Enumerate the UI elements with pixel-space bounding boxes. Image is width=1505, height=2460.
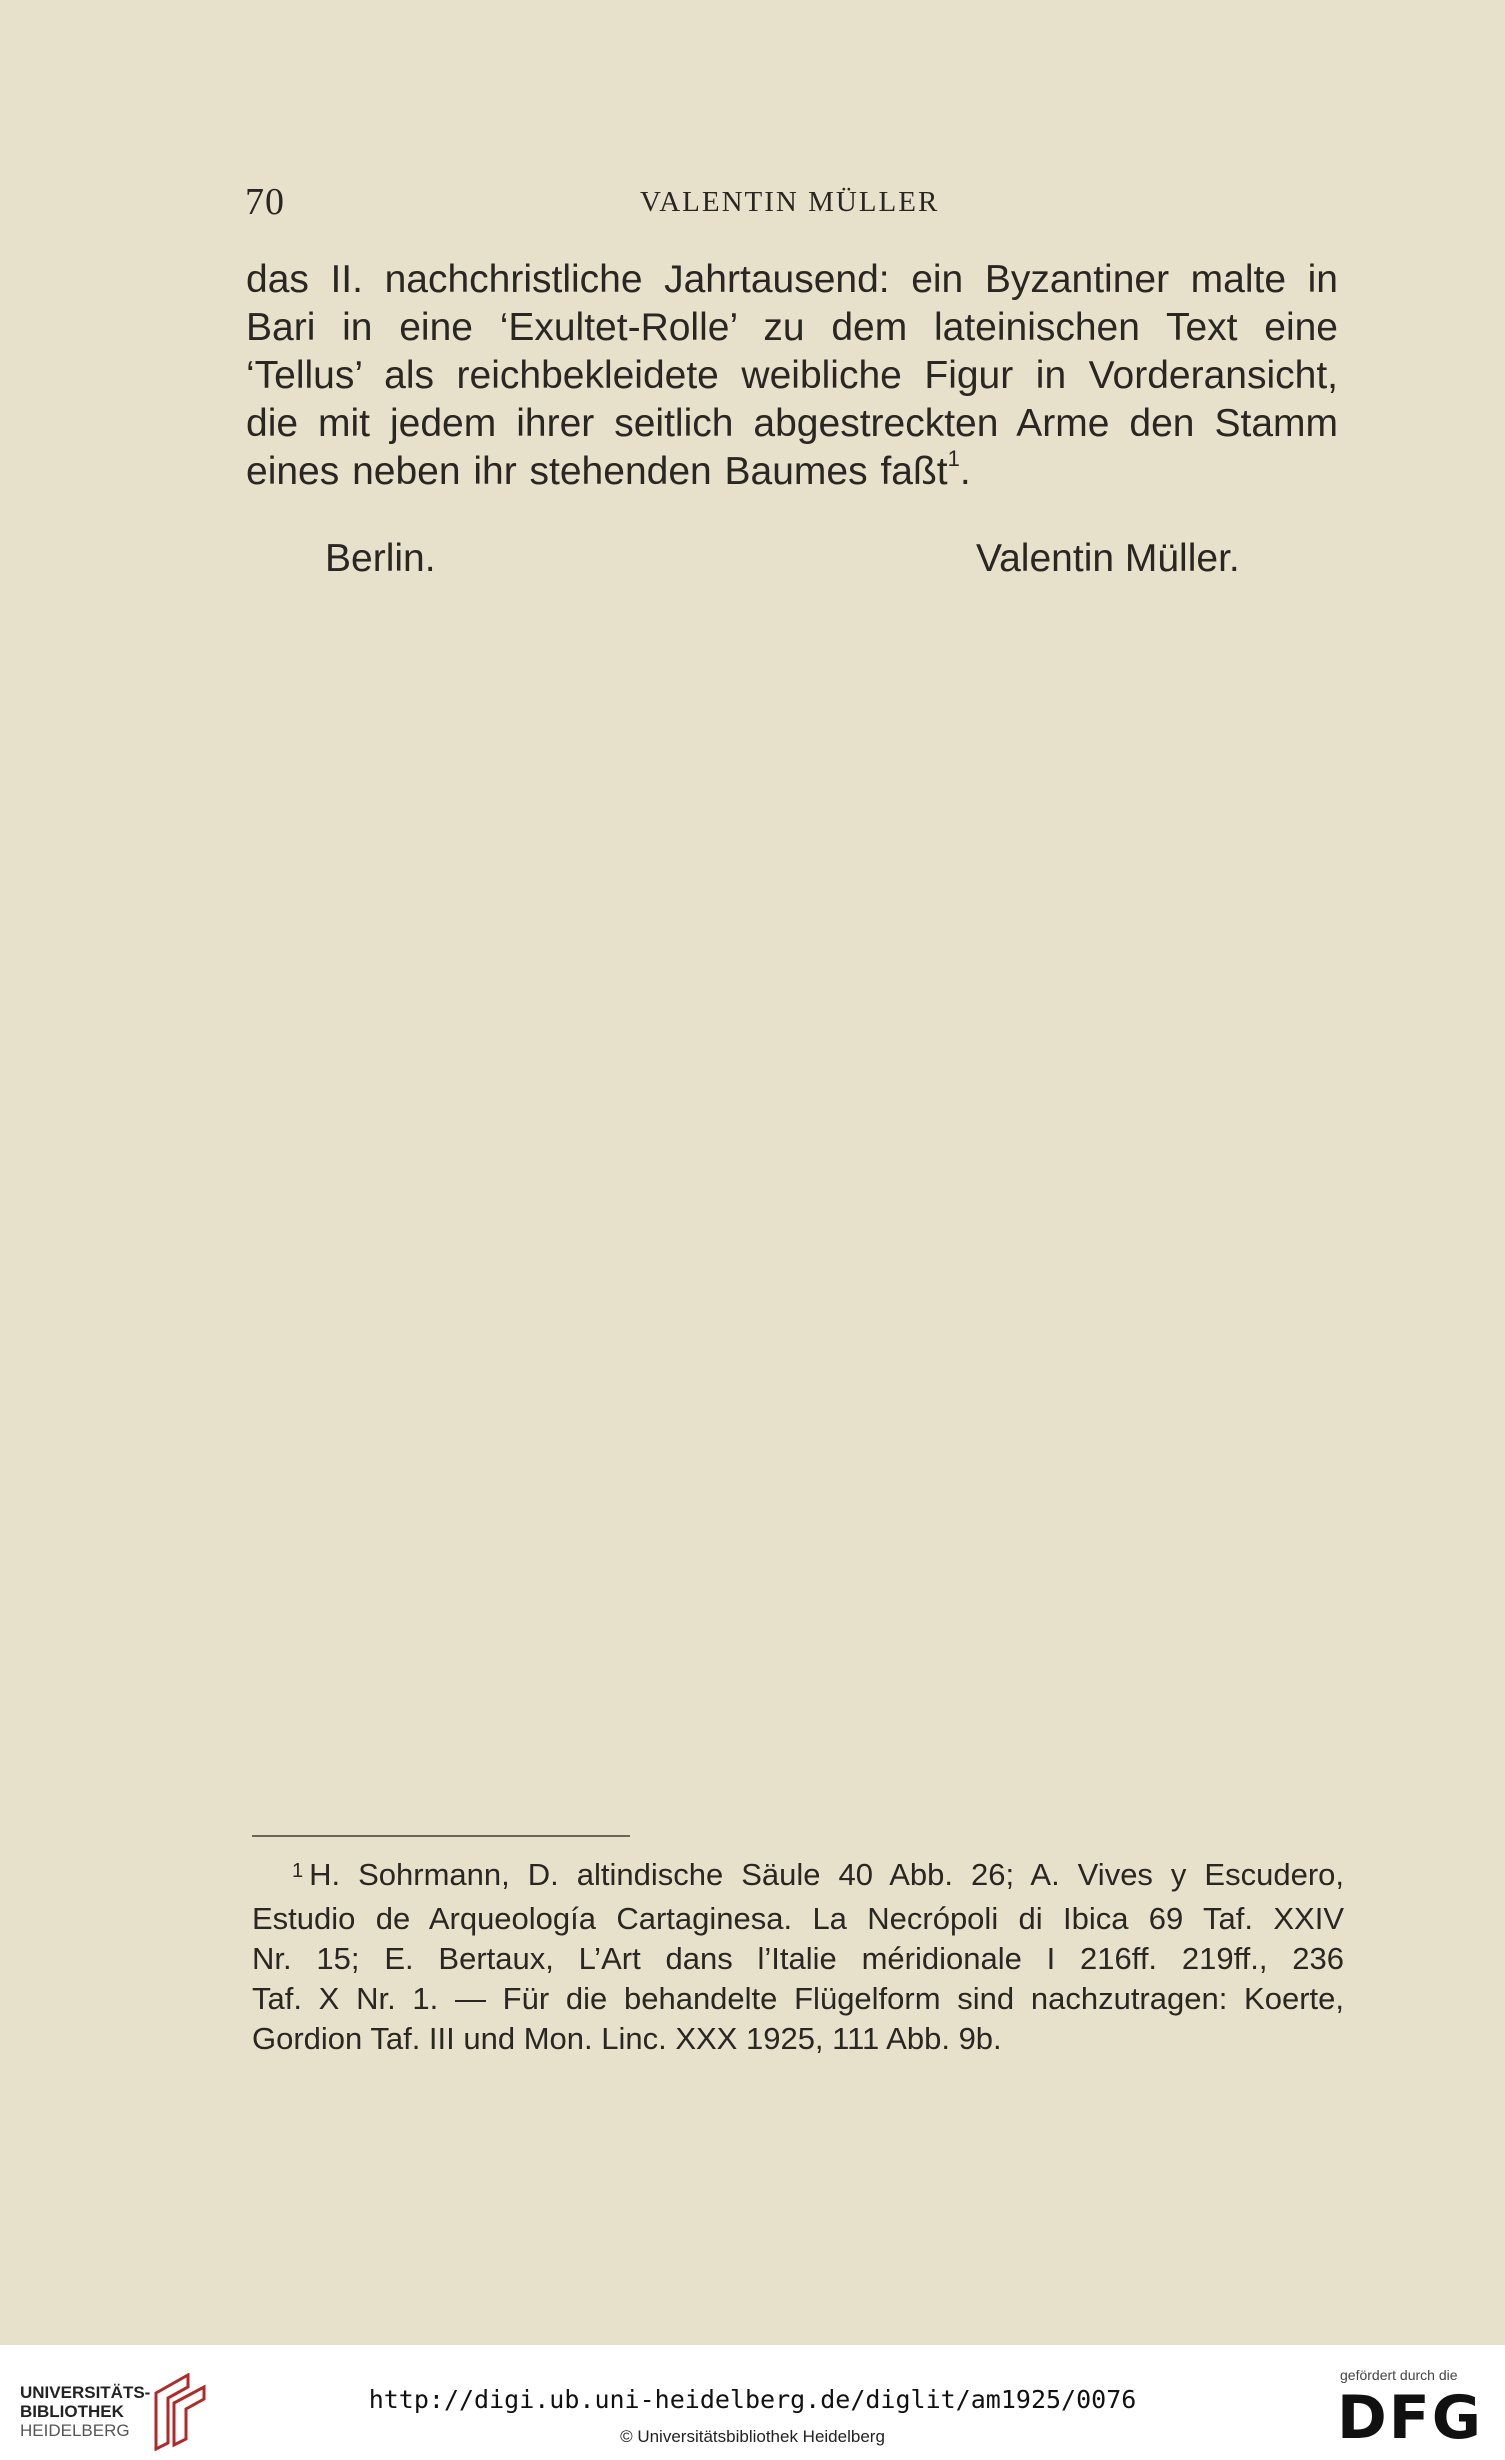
running-head: VALENTIN MÜLLER: [640, 186, 940, 218]
footer-bar: [0, 2345, 1505, 2460]
body-line: die mit jedem ihrer seitlich abgestreckten Arme den Stamm: [246, 402, 1338, 445]
closing-place: Berlin.: [325, 537, 436, 580]
copyright-notice: © Universitätsbibliothek Heidelberg: [620, 2427, 885, 2446]
footnote-line: Taf. X Nr. 1. — Für die behandelte Flügelform sind nachzutragen: Koerte,: [252, 1981, 1344, 2016]
body-line: Bari in eine ‘Exultet-Rolle’ zu dem lateinischen Text eine: [246, 306, 1338, 349]
footnote-line: Gordion Taf. III und Mon. Linc. XXX 1925, 111 Abb. 9b.: [252, 2021, 1002, 2056]
author-signature: Valentin Müller.: [976, 537, 1240, 580]
body-paragraph: [246, 256, 1338, 496]
library-name-line3: HEIDELBERG: [20, 2421, 130, 2440]
body-final-period: .: [959, 450, 971, 493]
library-name-line2: BIBLIOTHEK: [20, 2402, 124, 2421]
body-line-last: [246, 448, 1338, 496]
page-number: 70: [245, 181, 285, 223]
body-line: ‘Tellus’ als reichbekleidete weibliche Figur in Vorderansicht,: [246, 354, 1338, 397]
footnote-reference: 1: [947, 446, 960, 471]
library-name-line1: UNIVERSITÄTS-: [20, 2383, 151, 2402]
footnote-line: [252, 1855, 1344, 1899]
document-url-link[interactable]: http://digi.ub.uni-heidelberg.de/diglit/am1925/0076: [368, 2385, 1137, 2414]
body-line-text: eines neben ihr stehenden Baumes faßt: [246, 450, 948, 493]
footnote-rule: [252, 1835, 630, 1837]
footnote-block: [252, 1855, 1344, 2059]
footnote-line: Nr. 15; E. Bertaux, L’Art dans l’Italie méridionale I 216ff. 219ff., 236: [252, 1941, 1344, 1976]
sponsor-caption: gefördert durch die: [1340, 2367, 1458, 2383]
footnote-marker: 1: [292, 1860, 304, 1882]
dfg-logo: DFG: [1337, 2383, 1484, 2453]
footnote-line: Estudio de Arqueología Cartaginesa. La Necrópoli di Ibica 69 Taf. XXIV: [252, 1901, 1344, 1936]
footnote-line-text: H. Sohrmann, D. altindische Säule 40 Abb. 26; A. Vives y Escudero,: [309, 1857, 1344, 1892]
body-line: das II. nachchristliche Jahrtausend: ein Byzantiner malte in: [246, 258, 1338, 301]
